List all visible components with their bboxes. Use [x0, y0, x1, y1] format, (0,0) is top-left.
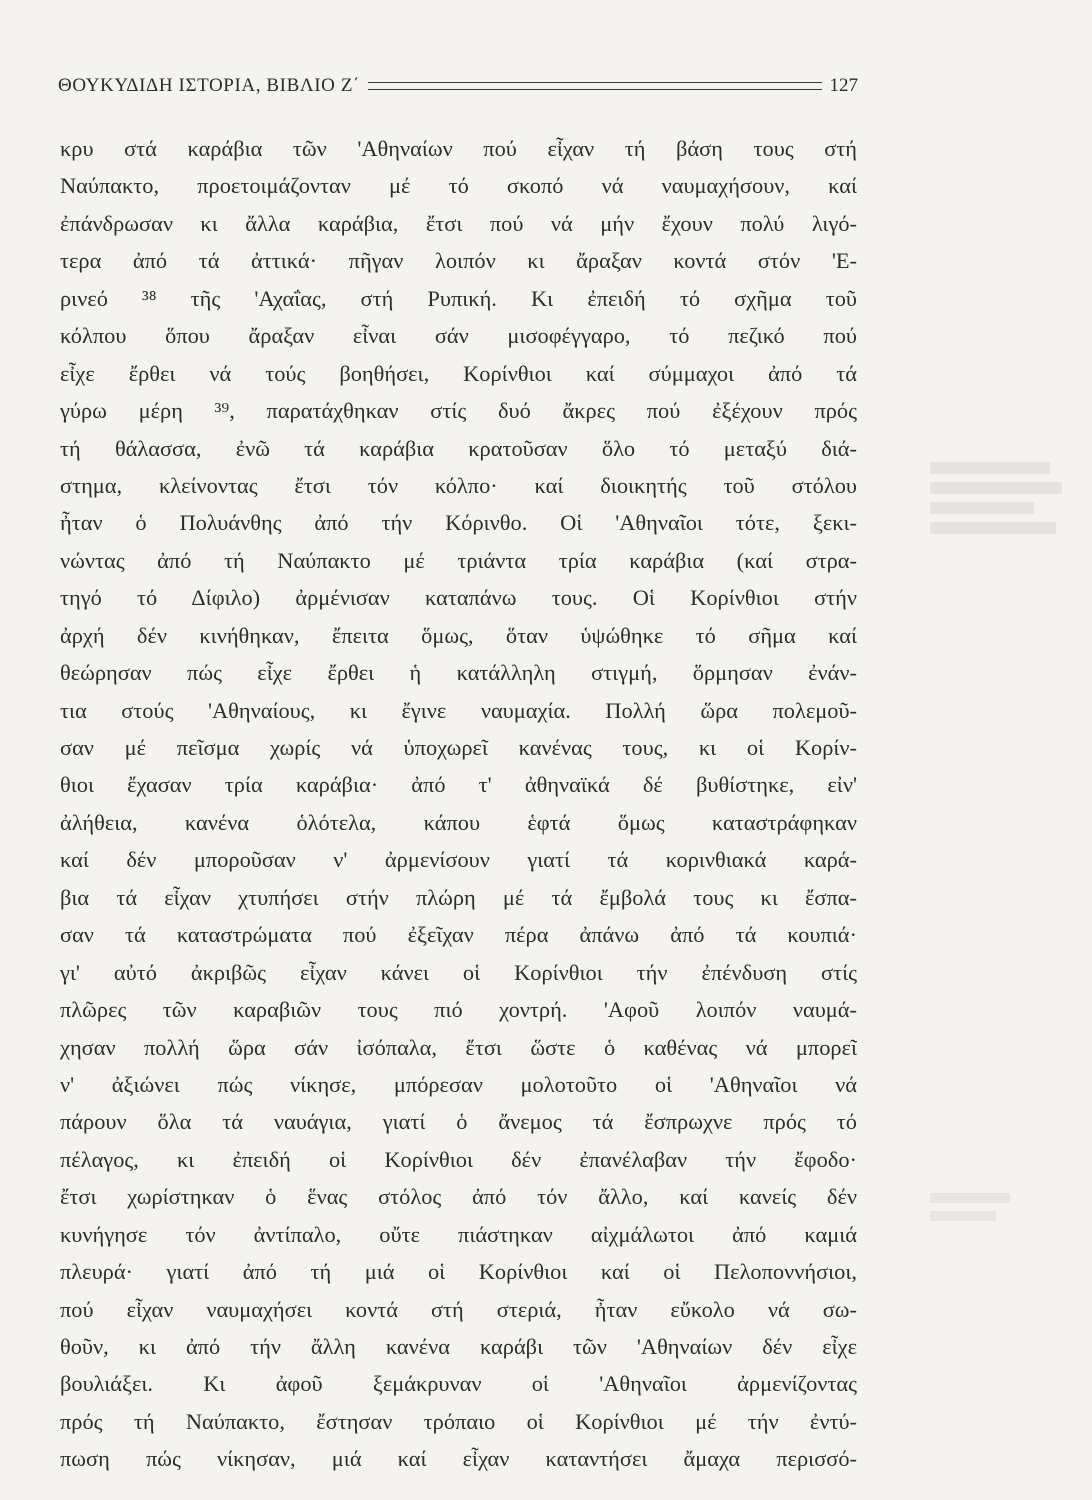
text-line: γι' αὐτό ἀκριβῶς εἶχαν κάνει οἱ Κορίνθιοι τήν ἐπένδυση στίς	[60, 959, 857, 985]
text-line: σαν τά καταστρώματα πού ἐξεῖχαν πέρα ἀπάνω ἀπό τά κουπιά·	[60, 922, 857, 948]
text-line: ἀλήθεια, κανένα ὁλότελα, κάπου ἑφτά ὅμως καταστράφηκαν	[60, 809, 857, 835]
body-text	[60, 130, 857, 1478]
text-line: πλῶρες τῶν καραβιῶν τους πιό χοντρή. 'Αφοῦ λοιπόν ναυμά-	[60, 997, 857, 1023]
text-line: πλευρά· γιατί ἀπό τή μιά οἱ Κορίνθιοι καί οἱ Πελοποννήσιοι,	[60, 1259, 857, 1285]
text-line: γύρω μέρη ³⁹, παρατάχθηκαν στίς δυό ἄκρες πού ἐξέχουν πρός	[60, 398, 857, 424]
text-line: εἶχε ἔρθει νά τούς βοηθήσει, Κορίνθιοι καί σύμμαχοι ἀπό τά	[60, 360, 857, 386]
text-line: πέλαγος, κι ἐπειδή οἱ Κορίνθιοι δέν ἐπανέλαβαν τήν ἔφοδο·	[60, 1146, 857, 1172]
text-line: πάρουν ὅλα τά ναυάγια, γιατί ὁ ἄνεμος τά ἔσπρωχνε πρός τό	[60, 1109, 857, 1135]
text-line: Ναύπακτο, προετοιμάζονταν μέ τό σκοπό νά ναυμαχήσουν, καί	[60, 173, 857, 199]
text-line: ρινεό ³⁸ τῆς 'Αχαΐας, στή Ρυπική. Κι ἐπειδή τό σχῆμα τοῦ	[60, 285, 857, 311]
text-line: κόλπου ὅπου ἄραξαν εἶναι σάν μισοφέγγαρο, τό πεζικό πού	[60, 323, 857, 349]
text-line: σαν μέ πεῖσμα χωρίς νά ὑποχωρεῖ κανένας τους, κι οἱ Κορίν-	[60, 735, 857, 760]
text-line: πού εἶχαν ναυμαχήσει κοντά στή στεριά, ἦταν εὔκολο νά σω-	[60, 1296, 857, 1322]
text-line: βουλιάξει. Κι ἀφοῦ ξεμάκρυναν οἱ 'Αθηναῖοι ἀρμενίζοντας	[60, 1371, 857, 1397]
bleed-through-shadow	[930, 1193, 1020, 1233]
text-line: θιοι ἔχασαν τρία καράβια· ἀπό τ' ἀθηναϊκά δέ βυθίστηκε, εἰν'	[60, 772, 857, 798]
text-line: κυνήγησε τόν ἀντίπαλο, οὔτε πιάστηκαν αἰχμάλωτοι ἀπό καμιά	[60, 1221, 857, 1247]
text-line: πρός τή Ναύπακτο, ἔστησαν τρόπαιο οἱ Κορίνθιοι μέ τήν ἐντύ-	[60, 1408, 857, 1434]
text-line: στημα, κλείνοντας ἔτσι τόν κόλπο· καί διοικητής τοῦ στόλου	[60, 472, 857, 498]
text-line: τηγό τό Δίφιλο) ἀρμένισαν καταπάνω τους. Οἱ Κορίνθιοι στήν	[60, 585, 857, 611]
header-double-rule	[368, 82, 822, 90]
bleed-through-shadow	[930, 462, 1070, 552]
page-number: 127	[829, 75, 858, 96]
text-line: πωση πώς νίκησαν, μιά καί εἶχαν καταντήσει ἄμαχα περισσό-	[60, 1446, 857, 1472]
running-head	[58, 68, 858, 104]
text-line: τερα ἀπό τά ἀττικά· πῆγαν λοιπόν κι ἄραξαν κοντά στόν 'Ε-	[60, 248, 857, 274]
text-line: θοῦν, κι ἀπό τήν ἄλλη κανένα καράβι τῶν 'Αθηναίων δέν εἶχε	[60, 1334, 857, 1359]
text-line: ἔτσι χωρίστηκαν ὁ ἕνας στόλος ἀπό τόν ἄλλο, καί κανείς δέν	[60, 1184, 857, 1210]
text-line: ἐπάνδρωσαν κι ἄλλα καράβια, ἔτσι πού νά μήν ἔχουν πολύ λιγό-	[60, 210, 857, 236]
running-title: ΘΟΥΚΥΔΙΔΗ ΙΣΤΟΡΙΑ, ΒΙΒΛΙΟ Ζ΄	[58, 75, 360, 96]
text-line: ν' ἀξιώνει πώς νίκησε, μπόρεσαν μολοτοῦτο οἱ 'Αθηναῖοι νά	[60, 1071, 857, 1097]
text-line: τή θάλασσα, ἐνῶ τά καράβια κρατοῦσαν ὅλο τό μεταξύ διά-	[60, 435, 857, 461]
text-line: κρυ στά καράβια τῶν 'Αθηναίων πού εἶχαν τή βάση τους στή	[60, 136, 857, 161]
text-line: ἀρχή δέν κινήθηκαν, ἔπειτα ὅμως, ὅταν ὑψώθηκε τό σῆμα καί	[60, 622, 857, 648]
text-line: καί δέν μποροῦσαν ν' ἀρμενίσουν γιατί τά κορινθιακά καρά-	[60, 847, 857, 873]
text-line: τια στούς 'Αθηναίους, κι ἔγινε ναυμαχία. Πολλή ὥρα πολεμοῦ-	[60, 697, 857, 723]
text-line: βια τά εἶχαν χτυπήσει στήν πλώρη μέ τά ἔμβολά τους κι ἔσπα-	[60, 884, 857, 910]
text-line: θεώρησαν πώς εἶχε ἔρθει ἡ κατάλληλη στιγμή, ὅρμησαν ἐνάν-	[60, 660, 857, 686]
text-line: χησαν πολλή ὥρα σάν ἰσόπαλα, ἔτσι ὥστε ὁ καθένας νά μπορεῖ	[60, 1034, 857, 1060]
text-line: νώντας ἀπό τή Ναύπακτο μέ τριάντα τρία καράβια (καί στρα-	[60, 547, 857, 573]
text-line: ἦταν ὁ Πολυάνθης ἀπό τήν Κόρινθο. Οἱ 'Αθηναῖοι τότε, ξεκι-	[60, 510, 857, 536]
